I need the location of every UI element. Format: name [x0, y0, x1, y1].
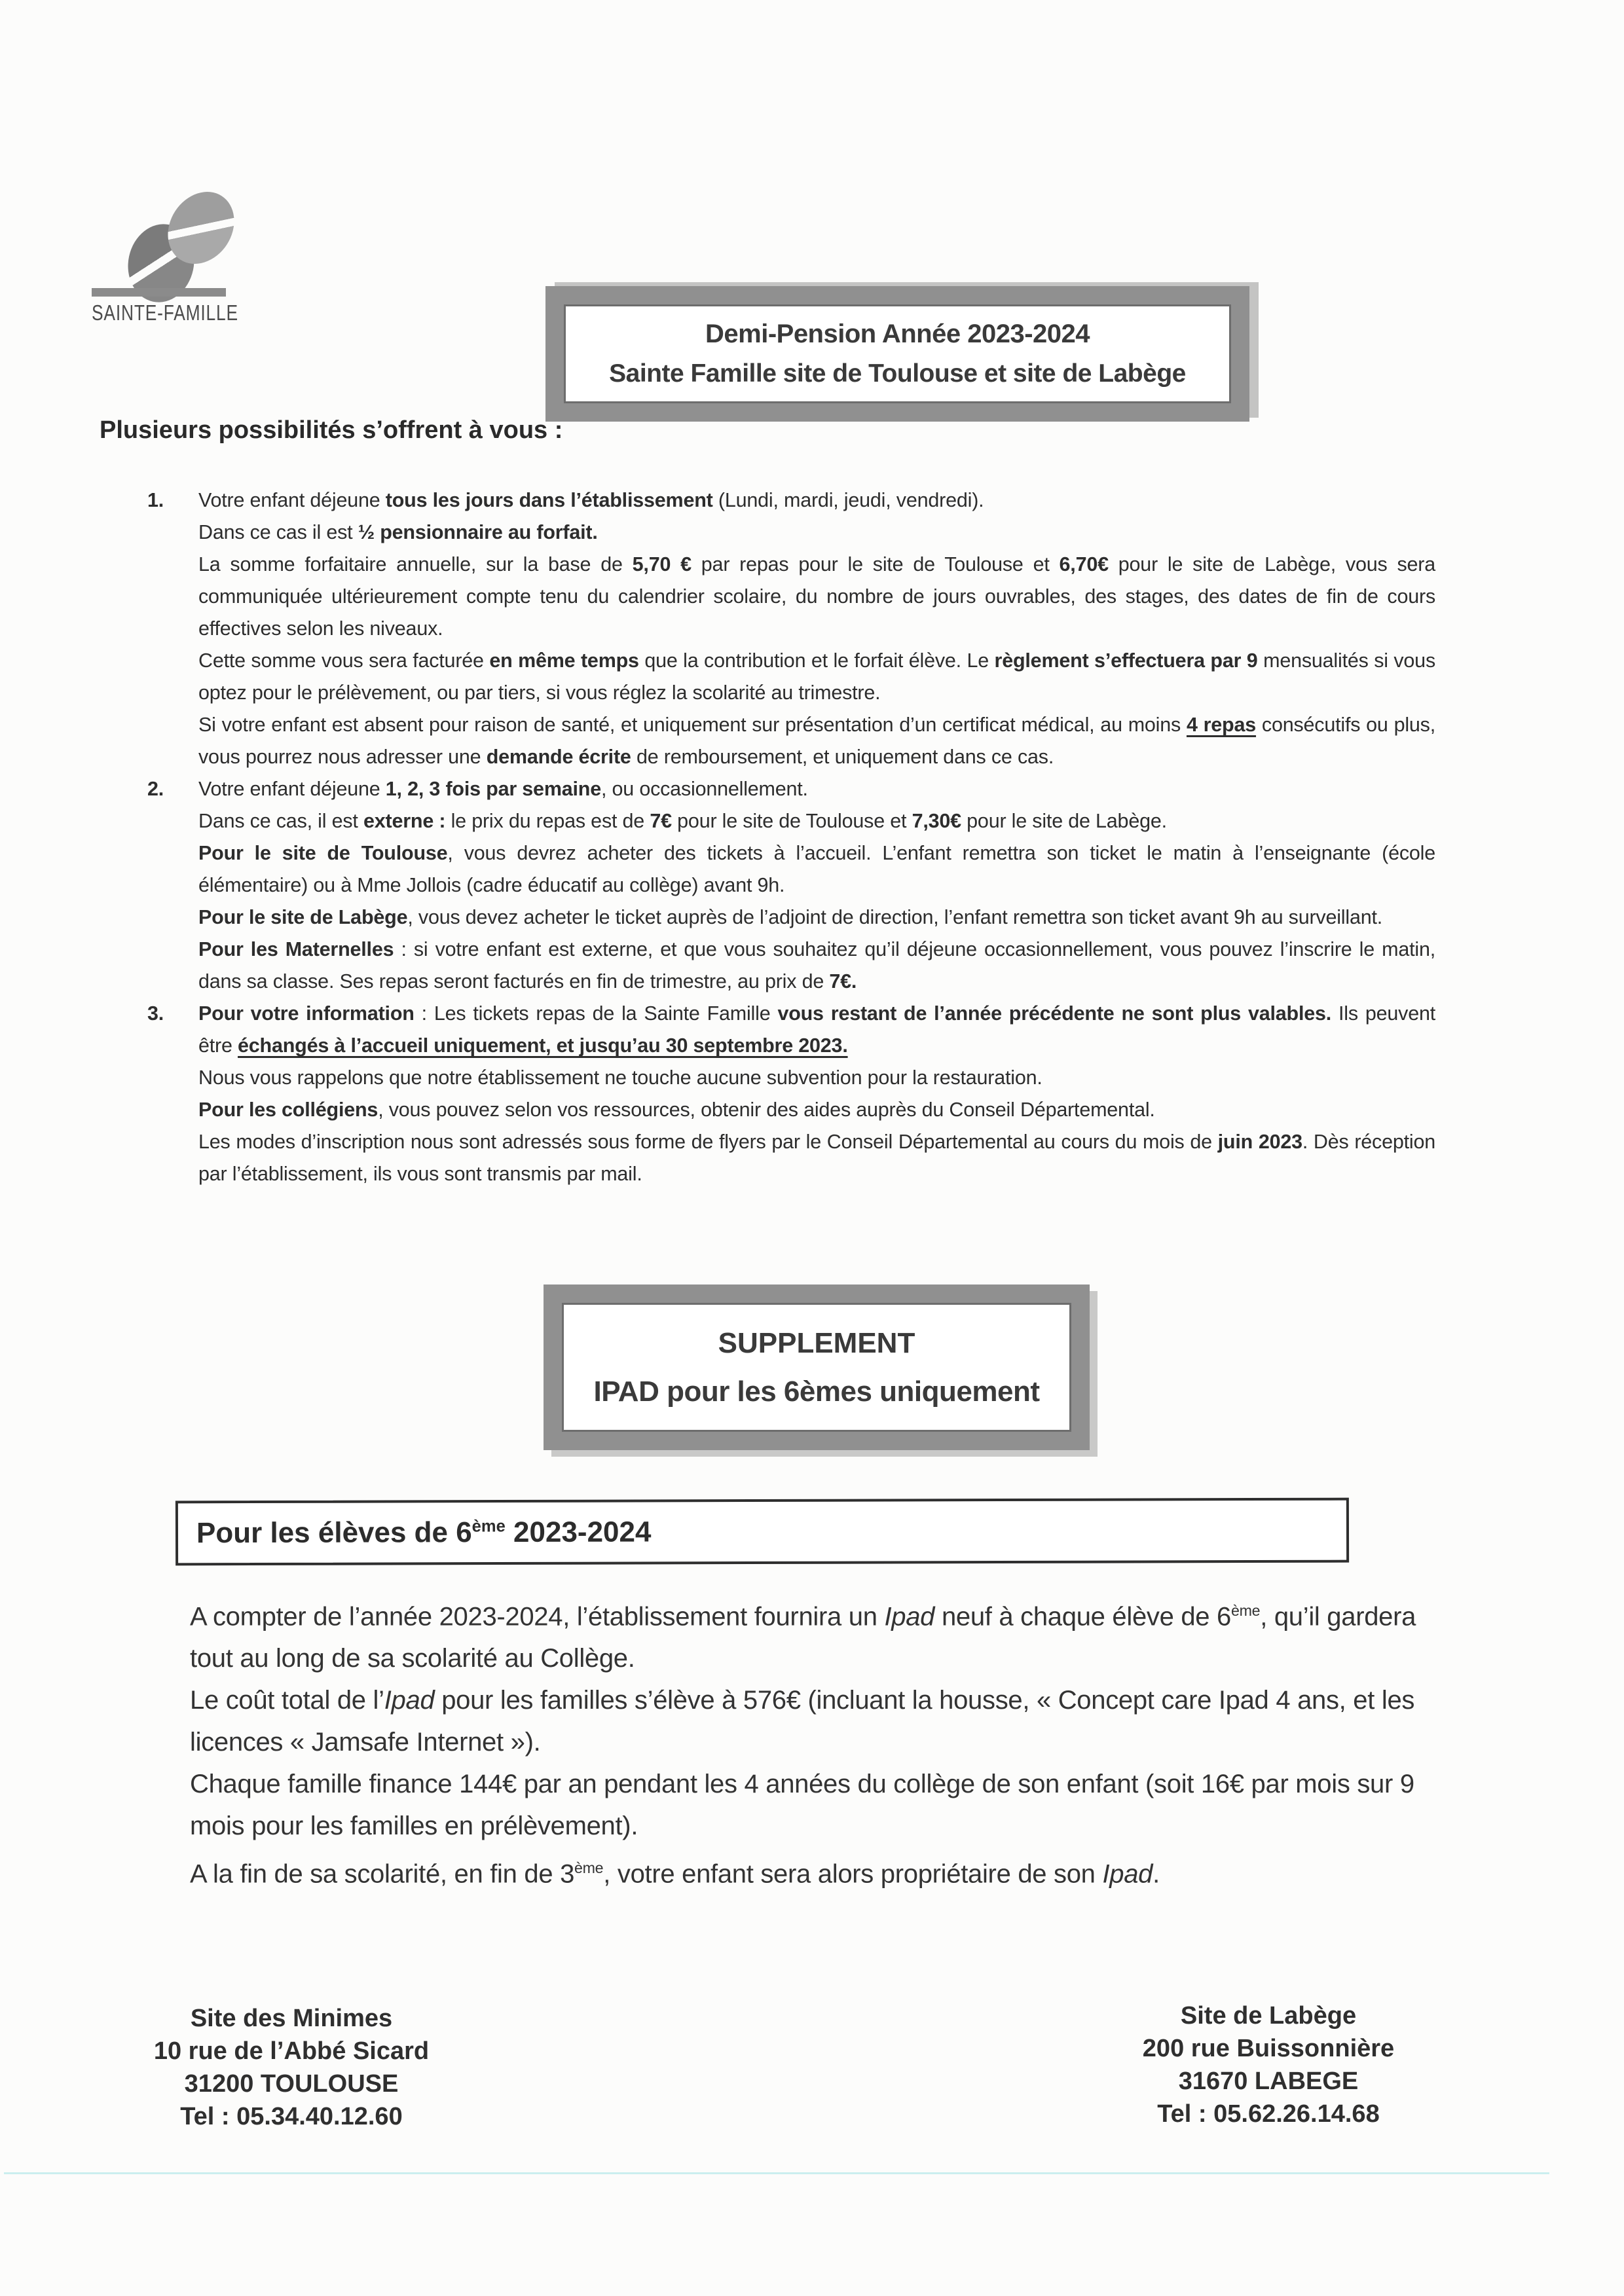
document-title: Demi-Pension Année 2023-2024 — [705, 319, 1090, 348]
text-run: que la contribution et le forfait élève. Le — [638, 649, 995, 672]
text-run: ½ pensionnaire au forfait. — [358, 521, 598, 543]
supplement-title: SUPPLEMENT — [718, 1326, 915, 1359]
text-run: Ipad — [884, 1602, 935, 1631]
text-run: externe : — [363, 810, 446, 832]
text-run: juin 2023 — [1217, 1131, 1302, 1153]
text-run: 1, 2, 3 fois par semaine — [385, 778, 601, 800]
text-run: Ils peuvent être — [198, 1002, 1435, 1057]
text-run: ème — [1231, 1602, 1261, 1619]
text-run: 2023-2024 — [505, 1515, 652, 1548]
text-run: : si votre enfant est externe, et que vous souhaitez qu’il déjeune occasionnellement, vous pouvez l’inscrire le matin, dans sa classe. Ses repas seront facturés en fin de trimestre, au prix de — [198, 938, 1435, 993]
logo-baseline-bar — [92, 288, 226, 297]
ipad-section — [190, 1590, 1434, 1895]
text-run: , vous devez acheter le ticket auprès de l’adjoint de direction, l’enfant remettra son ticket avant 9h au surveillant. — [407, 906, 1383, 928]
ipad-paragraph — [190, 1590, 1434, 1679]
text-run: en même temps — [489, 649, 639, 672]
list-paragraph — [198, 1094, 1435, 1126]
supplement-box — [544, 1285, 1090, 1450]
footer-site-minimes — [115, 2002, 468, 2133]
text-run: par repas pour le site de Toulouse et — [691, 553, 1060, 575]
text-run: Dans ce cas, il est — [198, 810, 363, 832]
text-run: Pour le site de Labège — [198, 906, 408, 928]
text-run: A la fin de sa scolarité, en fin de 3 — [190, 1859, 575, 1889]
text-run: Votre enfant déjeune — [198, 489, 386, 511]
text-run: , vous devrez acheter des tickets à l’accueil. L’enfant remettra son ticket le matin à l’enseignante (école élémentaire) ou à Mme Jollois (cadre éducatif au collège) avant 9h. — [198, 842, 1435, 896]
sixth-grade-heading — [196, 1516, 652, 1550]
list-paragraph — [198, 934, 1435, 998]
list-paragraph — [198, 709, 1435, 773]
ipad-paragraph — [190, 1847, 1434, 1895]
text-run: pour le site de Toulouse et — [671, 810, 912, 832]
text-run: règlement s’effectuera par 9 — [994, 649, 1258, 672]
text-run: , ou occasionnellement. — [600, 778, 808, 800]
list-paragraph — [198, 517, 1435, 549]
list-item-body — [198, 484, 1435, 773]
text-run: Nous vous rappelons que notre établissement ne touche aucune subvention pour la restauration. — [198, 1066, 1043, 1089]
text-run: neuf à chaque élève de 6 — [934, 1602, 1231, 1631]
logo-wordmark: SAINTE-FAMILLE — [92, 301, 238, 325]
footer-line: Site de Labège — [1180, 2002, 1357, 2030]
text-run: mensualités si vous optez pour le prélèvement, ou par tiers, si vous réglez la scolarité au trimestre. — [198, 649, 1435, 704]
footer-line: 200 rue Buissonnière — [1142, 2035, 1395, 2062]
footer-line: 31670 LABEGE — [1178, 2068, 1359, 2095]
supplement-subtitle: IPAD pour les 6èmes uniquement — [593, 1375, 1040, 1408]
text-run: pour le site de Labège. — [961, 810, 1167, 832]
text-run: 6,70€ — [1059, 553, 1109, 575]
document-subtitle: Sainte Famille site de Toulouse et site de Labège — [609, 359, 1186, 388]
footer-line: 10 rue de l’Abbé Sicard — [153, 2037, 430, 2065]
list-number: 2. — [147, 778, 164, 800]
text-run: , vous pouvez selon vos ressources, obtenir des aides auprès du Conseil Départemental. — [378, 1099, 1155, 1121]
text-run: Pour les Maternelles — [198, 938, 394, 960]
list-item — [147, 773, 1435, 998]
text-run: demande écrite — [486, 746, 631, 768]
list-paragraph — [198, 645, 1435, 709]
supplement-box-inner — [562, 1303, 1071, 1432]
text-run: échangés à l’accueil uniquement, et jusqu’au 30 septembre 2023. — [238, 1034, 848, 1057]
text-run: Chaque famille finance 144€ par an pendant les 4 années du collège de son enfant (soit 16€ par mois sur 9 mois pour les familles en prélèvement). — [190, 1770, 1414, 1841]
text-run: . — [1153, 1859, 1160, 1889]
text-run: Cette somme vous sera facturée — [198, 649, 490, 672]
text-run: 7,30€ — [912, 810, 961, 832]
list-paragraph — [198, 484, 1435, 517]
list-paragraph — [198, 549, 1435, 645]
text-run: A compter de l’année 2023-2024, l’établissement fournira un — [190, 1602, 885, 1631]
list-paragraph — [198, 1062, 1435, 1094]
text-run: Ipad — [384, 1686, 435, 1715]
text-run: (Lundi, mardi, jeudi, vendredi). — [712, 489, 984, 511]
text-run: La somme forfaitaire annuelle, sur la base de — [198, 553, 633, 575]
text-run: Dans ce cas il est — [198, 521, 358, 543]
list-paragraph — [198, 805, 1435, 837]
list-paragraph — [198, 837, 1435, 902]
list-item — [147, 484, 1435, 773]
text-run: Pour votre information — [198, 1002, 415, 1025]
list-paragraph — [198, 902, 1435, 934]
text-run: Pour les élèves de 6 — [196, 1516, 472, 1549]
text-run: 7€ — [650, 810, 672, 832]
text-run: ème — [471, 1516, 506, 1536]
title-box-inner — [564, 304, 1231, 403]
list-number: 1. — [147, 489, 164, 511]
text-run: ème — [574, 1859, 604, 1877]
text-run: , votre enfant sera alors propriétaire de son — [603, 1859, 1103, 1889]
scan-artifact-line — [4, 2172, 1549, 2174]
logo-leaves-icon — [92, 190, 229, 298]
text-run: . Dès réception par l’établissement, ils vous sont transmis par mail. — [198, 1131, 1435, 1185]
text-run: Pour les collégiens — [198, 1099, 378, 1121]
text-run: : Les tickets repas de la Sainte Famille — [414, 1002, 778, 1025]
list-paragraph — [198, 773, 1435, 805]
text-run: tous les jours dans l’établissement — [385, 489, 713, 511]
ipad-paragraph — [190, 1679, 1434, 1763]
list-item-body — [198, 998, 1435, 1190]
text-run: , qu’il gardera tout au long de sa scolarité au Collège. — [190, 1602, 1416, 1673]
text-run: 4 repas — [1186, 714, 1257, 736]
text-run: 7€. — [829, 970, 857, 993]
text-run: vous restant de l’année précédente ne sont plus valables. — [777, 1002, 1332, 1025]
intro-heading: Plusieurs possibilités s’offrent à vous : — [100, 416, 563, 444]
footer-line: Tel : 05.62.26.14.68 — [1157, 2100, 1380, 2128]
text-run: Si votre enfant est absent pour raison de santé, et uniquement sur présentation d’un certificat médical, au moins — [198, 714, 1187, 736]
title-box — [545, 286, 1249, 422]
footer-line: 31200 TOULOUSE — [184, 2070, 399, 2098]
text-run: le prix du repas est de — [445, 810, 650, 832]
list-paragraph — [198, 998, 1435, 1062]
sixth-grade-heading-box — [175, 1498, 1349, 1566]
list-number: 3. — [147, 1002, 164, 1025]
text-run: 5,70 € — [632, 553, 692, 575]
text-run: Ipad — [1102, 1859, 1153, 1889]
list-item-body — [198, 773, 1435, 998]
text-run: de remboursement, et uniquement dans ce cas. — [631, 746, 1054, 768]
footer-site-labege — [1098, 1999, 1439, 2130]
text-run: pour le site de Labège, vous sera communiquée ultérieurement compte tenu du calendrier scolaire, du nombre de jours ouvrables, des stages, des dates de fin de cours effectives selon les niveaux. — [198, 553, 1435, 640]
text-run: pour les familles s’élève à 576€ (incluant la housse, « Concept care Ipad 4 ans, et les licences « Jamsafe Internet »). — [190, 1686, 1415, 1757]
ipad-paragraph — [190, 1763, 1434, 1847]
list-item — [147, 998, 1435, 1190]
text-run: Pour le site de Toulouse — [198, 842, 448, 864]
sainte-famille-logo — [92, 190, 238, 325]
text-run: Les modes d’inscription nous sont adressés sous forme de flyers par le Conseil Départemental au cours du mois de — [198, 1131, 1218, 1153]
options-list — [147, 484, 1435, 1190]
footer-line: Site des Minimes — [190, 2005, 393, 2032]
text-run: Votre enfant déjeune — [198, 778, 386, 800]
text-run: consécutifs ou plus, vous pourrez nous adresser une — [198, 714, 1435, 768]
footer-line: Tel : 05.34.40.12.60 — [180, 2103, 403, 2130]
list-paragraph — [198, 1126, 1435, 1190]
text-run: Le coût total de l’ — [190, 1686, 384, 1715]
